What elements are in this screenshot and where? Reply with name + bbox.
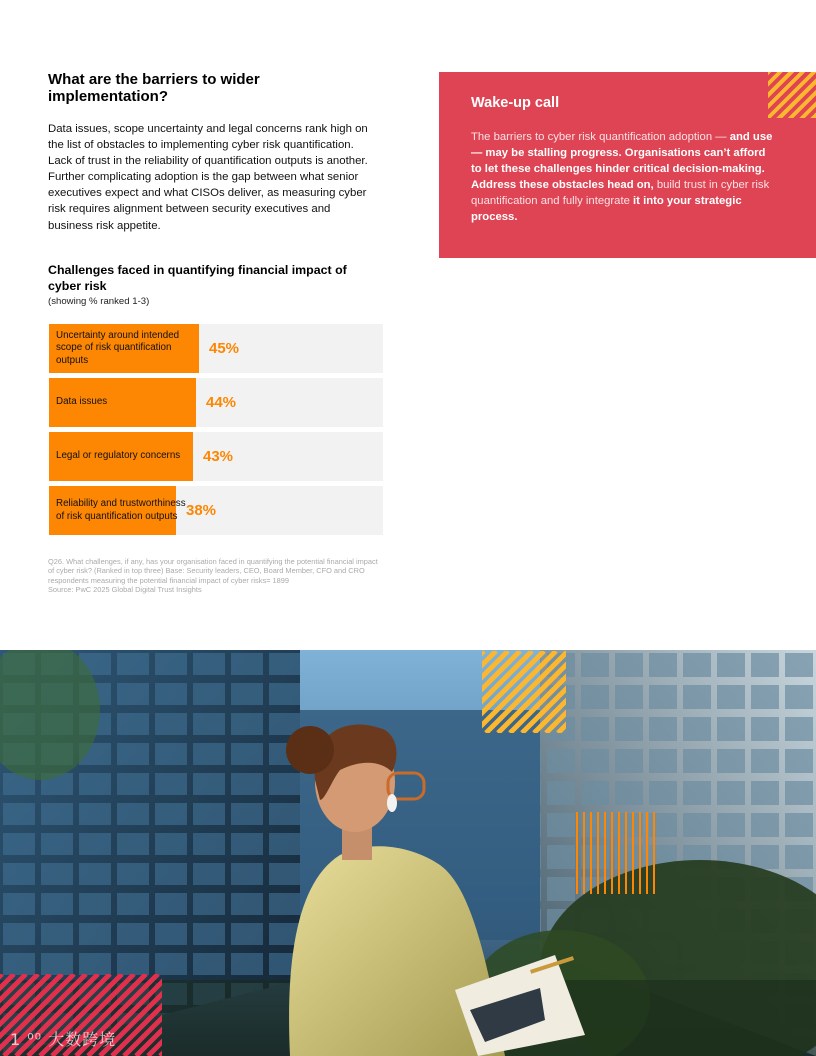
stripes-decoration-icon	[768, 72, 816, 118]
bar-label: Data issues	[56, 396, 108, 408]
chart-footnote	[48, 557, 384, 595]
bar-value-label: 45%	[209, 340, 240, 357]
bar-label: Legal or regulatory concerns	[56, 450, 181, 462]
bar-label: Uncertainty around intended scope of risk quantification outputs	[56, 329, 180, 366]
bar-row	[49, 324, 383, 373]
callout-title: Wake-up call	[471, 95, 560, 111]
callout-text-3: build trust in cyber risk quantification and fully integrate	[471, 179, 770, 207]
bar-chart	[49, 324, 383, 540]
watermark-logo: 1 ⁰⁰ 大数跨境	[10, 1030, 117, 1049]
footnote-source: Source: PwC 2025 Global Digital Trust Insights	[48, 585, 202, 595]
callout-text-1: The barriers to cyber risk quantification adoption —	[471, 131, 730, 143]
yellow-stripes-icon	[482, 651, 566, 733]
chart-title: Challenges faced in quantifying financial impact of cyber risk	[48, 263, 347, 293]
bar-label: Reliability and trustworthiness of risk quantification outputs	[56, 498, 186, 522]
footnote-question: Q26. What challenges, if any, has your organisation faced in quantifying the potential financial impact of cyber risk? (Ranked in top three) Base: Security leaders, CEO, Board Member, CFO and CRO respondents measuring the potential financial impact of cyber risks= 1899	[48, 557, 378, 585]
bar-value-label: 38%	[186, 502, 217, 519]
chart-subtitle: (showing % ranked 1-3)	[48, 296, 150, 307]
callout-body	[471, 129, 776, 225]
bar-row	[49, 486, 383, 535]
watermark-text: 大数跨境	[48, 1030, 117, 1049]
orange-vertical-stripes-icon	[575, 812, 657, 894]
bar-value-label: 43%	[203, 448, 234, 465]
callout-text-2: and use — may be stalling progress. Organisations can’t afford to let these challenges hinder critical decision-making. Address these obstacles head on,	[471, 131, 773, 191]
intro-paragraph: Data issues, scope uncertainty and legal concerns rank high on the list of obstacles to implementing cyber risk quantification. Lack of trust in the reliability of quantification outputs is another. Further complicating adoption is the gap between what senior executives expect and what CISOs deliver, as measuring cyber risk requires alignment between security executives and business risk appetite.	[48, 123, 368, 232]
section-heading: What are the barriers to wider implementation?	[48, 71, 260, 105]
bar-value-label: 44%	[206, 394, 237, 411]
bar-row	[49, 378, 383, 427]
bar-row	[49, 432, 383, 481]
hero-photo	[0, 650, 816, 1056]
wake-up-call-callout	[439, 72, 816, 258]
callout-text-4: it into your strategic process.	[471, 195, 742, 223]
